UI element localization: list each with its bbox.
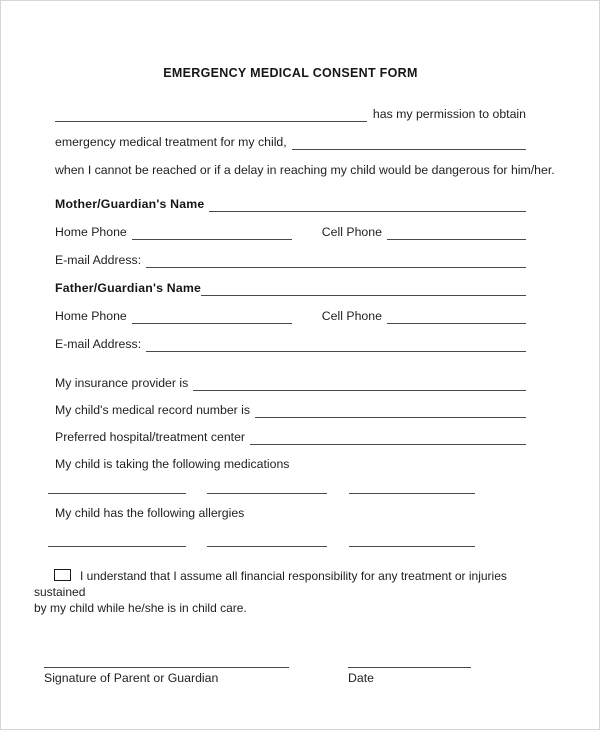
signature-blank[interactable] — [44, 667, 289, 668]
father-name-blank[interactable] — [201, 280, 526, 296]
father-cell-phone-blank[interactable] — [387, 308, 526, 324]
child-name-blank[interactable] — [292, 134, 526, 150]
medication-blank-3[interactable] — [349, 482, 475, 494]
date-label: Date — [348, 671, 374, 685]
treatment-prefix-text: emergency medical treatment for my child, — [55, 135, 287, 149]
allergy-blank-2[interactable] — [207, 535, 327, 547]
record-number-row — [55, 402, 526, 418]
form-title: EMERGENCY MEDICAL CONSENT FORM — [163, 66, 418, 80]
father-email-blank[interactable] — [146, 336, 526, 352]
mother-name-row — [55, 196, 526, 212]
acknowledgement-text-line-2: by my child while he/she is in child care. — [34, 601, 247, 615]
acknowledgement-checkbox[interactable] — [54, 569, 71, 581]
medication-blank-1[interactable] — [48, 482, 186, 494]
signature-label: Signature of Parent or Guardian — [44, 671, 219, 685]
mother-cell-phone-label: Cell Phone — [321, 225, 382, 239]
medications-label: My child is taking the following medications — [55, 457, 290, 471]
mother-name-label: Mother/Guardian's Name — [55, 197, 205, 211]
mother-home-phone-blank[interactable] — [132, 224, 292, 240]
father-home-phone-blank[interactable] — [132, 308, 292, 324]
hospital-blank[interactable] — [250, 429, 526, 445]
record-number-blank[interactable] — [255, 402, 526, 418]
acknowledgement-text-line-1: I understand that I assume all financial responsibility for any treatment or injuries sustained — [34, 569, 507, 599]
mother-home-phone-label: Home Phone — [55, 225, 127, 239]
intro-line-1 — [55, 106, 526, 122]
allergy-blank-1[interactable] — [48, 535, 186, 547]
mother-name-blank[interactable] — [209, 196, 526, 212]
mother-cell-phone-blank[interactable] — [387, 224, 526, 240]
signature-block — [44, 667, 526, 686]
allergy-blank-3[interactable] — [349, 535, 475, 547]
allergies-label: My child has the following allergies — [55, 506, 245, 520]
permission-name-blank[interactable] — [55, 106, 367, 122]
medication-blank-2[interactable] — [207, 482, 327, 494]
father-name-row — [55, 280, 526, 296]
father-cell-phone-label: Cell Phone — [321, 309, 382, 323]
hospital-row — [55, 429, 526, 445]
intro-line-3 — [55, 162, 555, 178]
allergies-blanks — [48, 535, 526, 547]
record-number-label: My child's medical record number is — [55, 403, 251, 417]
mother-phones-row — [55, 224, 526, 240]
medications-blanks — [48, 482, 526, 494]
insurance-label: My insurance provider is — [55, 376, 189, 390]
allergies-row — [55, 505, 526, 521]
date-blank[interactable] — [348, 667, 471, 668]
condition-text: when I cannot be reached or if a delay in reaching my child would be dangerous for him/her. — [55, 163, 555, 177]
father-phones-row — [55, 308, 526, 324]
permission-suffix-text: has my permission to obtain — [372, 107, 526, 121]
mother-email-row — [55, 252, 526, 268]
father-email-row — [55, 336, 526, 352]
intro-line-2 — [55, 134, 526, 150]
medications-row — [55, 456, 526, 472]
hospital-label: Preferred hospital/treatment center — [55, 430, 246, 444]
father-home-phone-label: Home Phone — [55, 309, 127, 323]
acknowledgement — [34, 568, 534, 616]
mother-email-blank[interactable] — [146, 252, 526, 268]
insurance-blank[interactable] — [193, 375, 526, 391]
father-name-label: Father/Guardian's Name — [55, 281, 202, 295]
insurance-row — [55, 375, 526, 391]
mother-email-label: E-mail Address: — [55, 253, 142, 267]
father-email-label: E-mail Address: — [55, 337, 142, 351]
